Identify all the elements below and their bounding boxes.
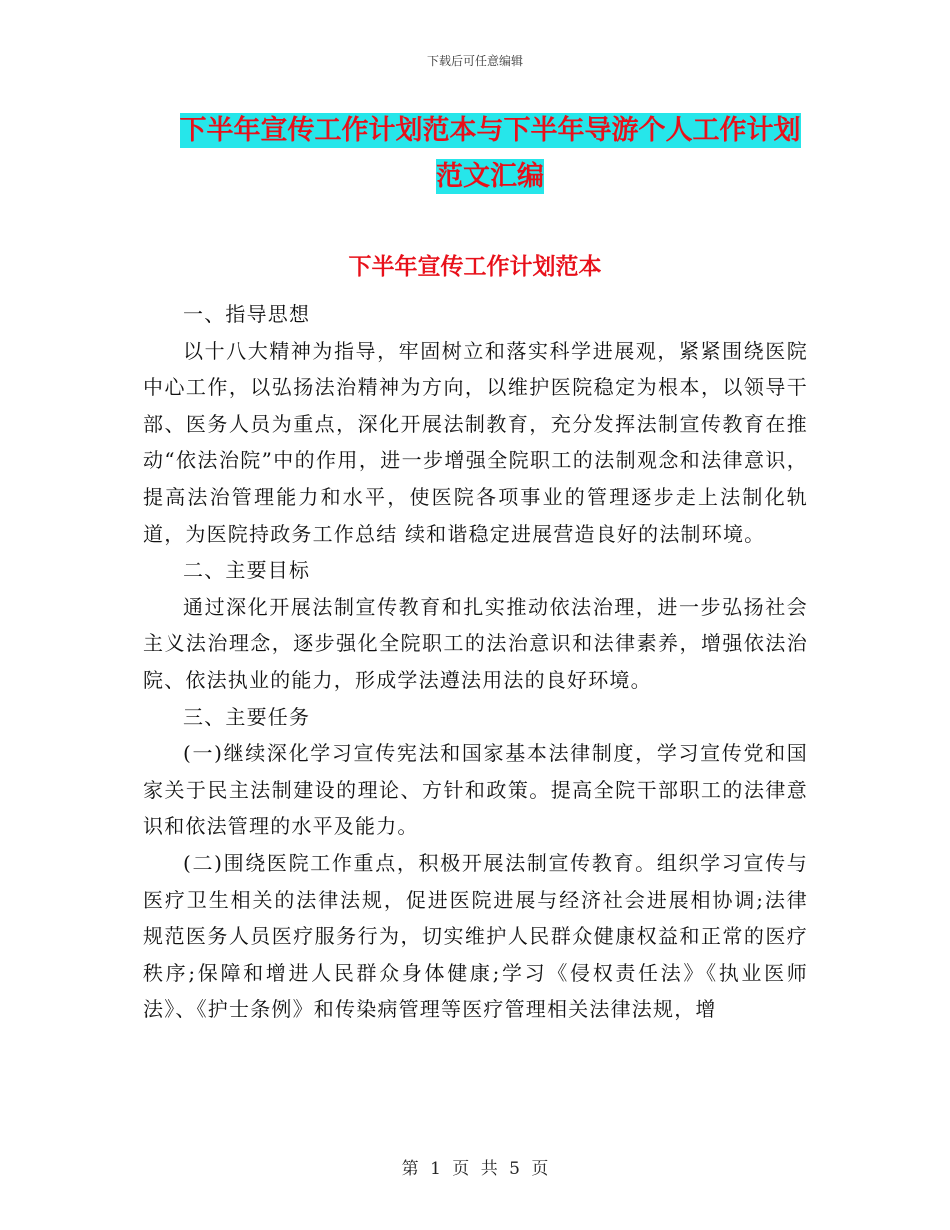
heading-guiding-ideology: 一、指导思想 <box>183 302 311 326</box>
title-line-1: 下半年宣传工作计划范本与下半年导游个人工作计划 <box>179 115 801 146</box>
section-title: 下半年宣传工作计划范本 <box>348 253 602 280</box>
title-line-2: 范文汇编 <box>436 161 544 192</box>
paragraph-guiding-ideology: 以十八大精神为指导，牢固树立和落实科学进展观，紧紧围绕医院中心工作，以弘扬法治精神为方向，以维护医院稳定为根本，以领导干部、医务人员为重点，深化开展法制教育，充分发挥法制宣传教育在推动“依法治院”中的作用，进一步增强全院职工的法制观念和法律意识，提高法治管理能力和水平，使医院各项事业的管理逐步走上法制化轨道，为医院持政务工作总结 续和谐稳定进展营造良好的法制环境。 <box>143 338 808 546</box>
paragraph-main-goals: 通过深化开展法制宣传教育和扎实推动依法治理，进一步弘扬社会主义法治理念，逐步强化全院职工的法治意识和法律素养，增强依法治院、依法执业的能力，形成学法遵法用法的良好环境。 <box>143 594 808 692</box>
header-note: 下载后可任意编辑 <box>426 54 523 68</box>
page-footer: 第 1 页 共 5 页 <box>401 1159 549 1179</box>
paragraph-task-1: (一)继续深化学习宣传宪法和国家基本法律制度，学习宣传党和国家关于民主法制建设的理论、方针和政策。提高全院干部职工的法律意识和依法管理的水平及能力。 <box>143 741 808 839</box>
body-text <box>143 296 808 1028</box>
heading-main-tasks: 三、主要任务 <box>183 704 311 729</box>
heading-main-goals: 二、主要目标 <box>183 558 311 583</box>
paragraph-task-2: (二)围绕医院工作重点，积极开展法制宣传教育。组织学习宣传与医疗卫生相关的法律法规，促进医院进展与经济社会进展相协调;法律规范医务人员医疗服务行为，切实维护人民群众健康权益和正常的医疗秩序;保障和增进人民群众身体健康;学习《侵权责任法》《执业医师法》、《护士条例》和传染病管理等医疗管理相关法律法规，增 <box>143 850 808 1022</box>
document-title <box>140 108 840 200</box>
